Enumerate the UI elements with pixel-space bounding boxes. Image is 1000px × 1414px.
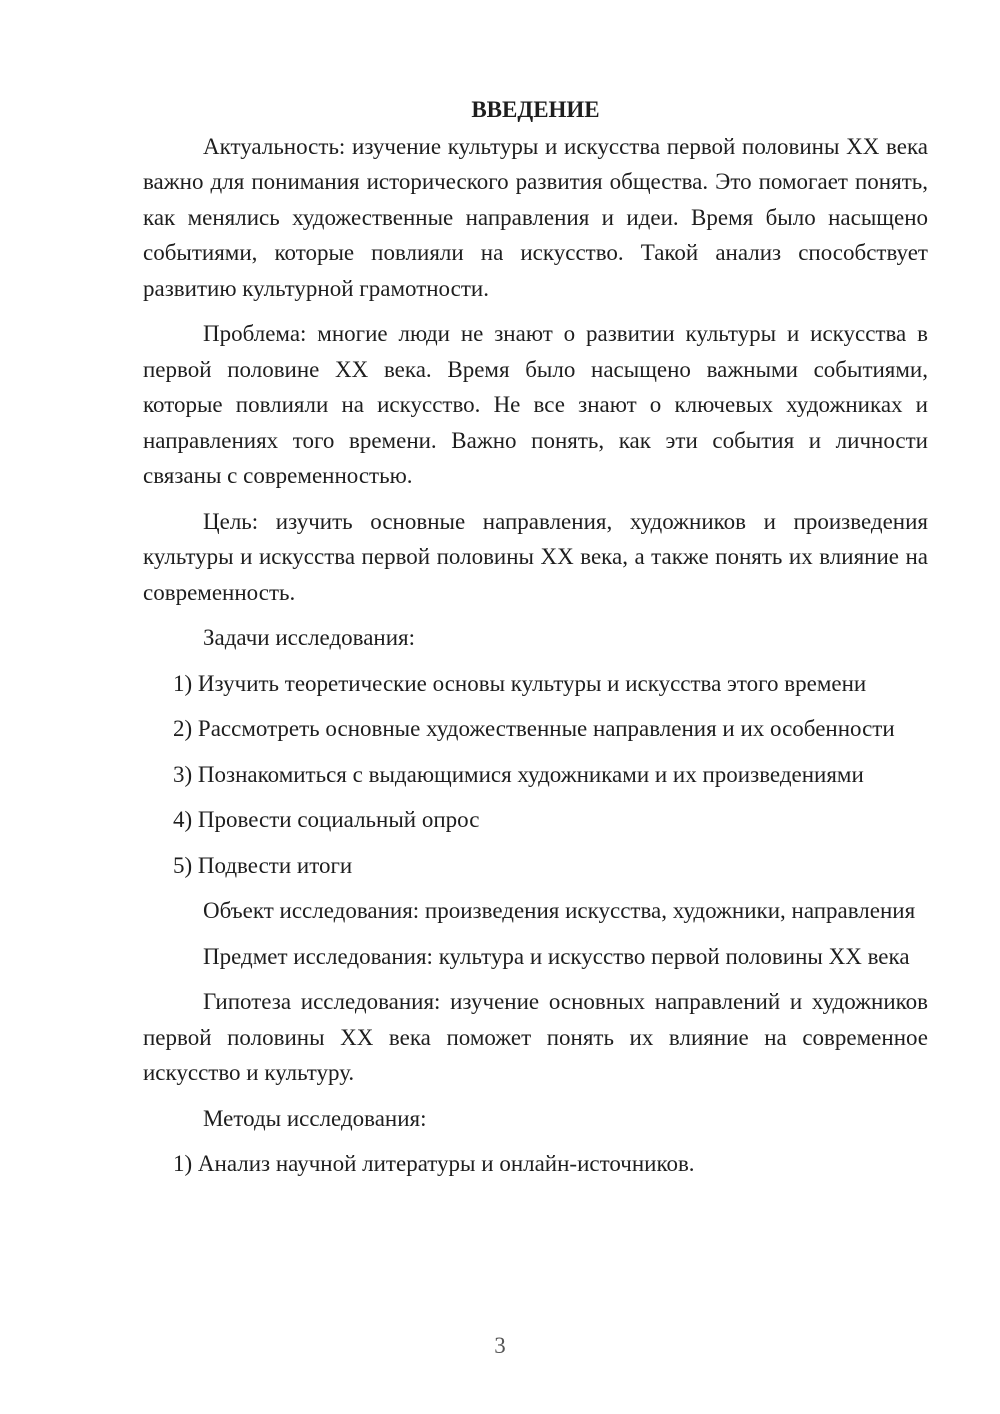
task-item-5: 5) Подвести итоги [173, 852, 353, 878]
task-item-2: 2) Рассмотреть основные художественные направления и их особенности [173, 716, 895, 741]
method-item-1: 1) Анализ научной литературы и онлайн-источников. [173, 1151, 695, 1176]
page-number: 3 [494, 1333, 506, 1358]
paragraph-methods-heading: Методы исследования: [203, 1105, 427, 1131]
task-item-3: 3) Познакомиться с выдающимися художниками и их произведениями [173, 761, 864, 787]
paragraph-hypothesis: Гипотеза исследования: изучение основных направлений и художников первой половины XX века поможет понять их влияние на современное искусство и культуру. [143, 989, 928, 1085]
page-content [143, 92, 928, 1182]
paragraph-relevance: Актуальность: изучение культуры и искусства первой половины XX века важно для понимания исторического развития общества. Это помогает понять, как менялись художественные направления и идеи. Время было насыщено событиями, которые повлияли на искусство. Такой анализ способствует развитию культурной грамотности. [143, 133, 928, 301]
paragraph-subject: Предмет исследования: культура и искусство первой половины XX века [203, 943, 910, 969]
section-title: ВВЕДЕНИЕ [471, 97, 600, 122]
paragraph-problem: Проблема: многие люди не знают о развитии культуры и искусства в первой половине XX века. Время было насыщено важными событиями, которые повлияли на искусство. Не все знают о ключевых художниках и направлениях того времени. Важно понять, как эти события и личности связаны с современностью. [143, 321, 928, 488]
paragraph-goal: Цель: изучить основные направления, художников и произведения культуры и искусства первой половины XX века, а также понять их влияние на современность. [143, 508, 928, 605]
task-item-1: 1) Изучить теоретические основы культуры и искусства этого времени [173, 670, 867, 696]
paragraph-object: Объект исследования: произведения искусства, художники, направления [203, 898, 916, 923]
task-item-4: 4) Провести социальный опрос [173, 807, 480, 832]
paragraph-tasks-heading: Задачи исследования: [203, 625, 416, 650]
